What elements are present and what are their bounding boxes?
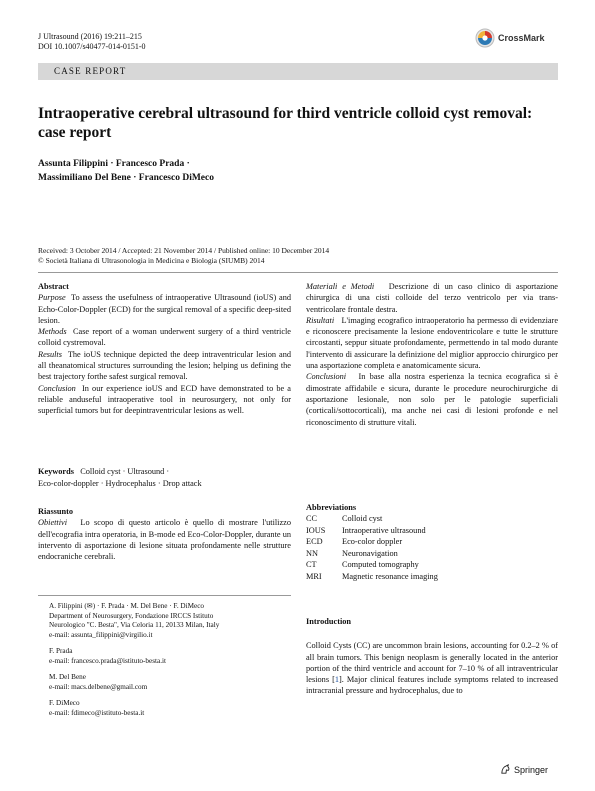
- riassunto-section: [38, 506, 291, 562]
- affiliation-dimeco-email: e-mail: fdimeco@istituto-besta.it: [49, 708, 145, 717]
- received-accepted-dates: Received: 3 October 2014 / Accepted: 21 November 2014 / Published online: 10 December 2014: [38, 246, 330, 255]
- affiliation-delbene-email: e-mail: macs.delbene@gmail.com: [49, 682, 148, 691]
- metodi-text: Descrizione di un caso clinico di asportazione chirurgica di una cisti colloide del terzo ventricolo per via trans-ventricolare frontale destra.: [306, 282, 558, 314]
- affiliation-email-filippini: e-mail: assunta_filippini@virgilio.it: [49, 630, 153, 639]
- riassunto-obiettivi: [38, 517, 291, 562]
- authors-line-1: Assunta Filippini · Francesco Prada ·: [38, 159, 190, 169]
- results-label: Results: [38, 349, 62, 359]
- affiliation-prada-email: e-mail: francesco.prada@istituto-besta.it: [49, 656, 166, 665]
- purpose-label: Purpose: [38, 293, 66, 303]
- abbreviation-key: ECD: [306, 537, 323, 547]
- publication-dates: [38, 246, 329, 266]
- abbreviation-definition: Magnetic resonance imaging: [342, 571, 438, 581]
- abstract-purpose: [38, 292, 291, 326]
- affiliation-dimeco-name: F. DiMeco: [49, 699, 80, 707]
- abbreviation-key: NN: [306, 548, 318, 558]
- authors-line-2: Massimiliano Del Bene · Francesco DiMeco: [38, 173, 214, 183]
- conclusion-label: Conclusion: [38, 383, 76, 393]
- abbreviations-table: [306, 513, 438, 582]
- abstract-section: [38, 281, 291, 417]
- abbreviation-definition: Intraoperative ultrasound: [342, 525, 426, 535]
- riassunto-metodi: [306, 281, 558, 315]
- riassunto-heading: Riassunto: [38, 507, 74, 516]
- abbreviation-key: CT: [306, 560, 317, 570]
- doi: DOI 10.1007/s40477-014-0151-0: [38, 42, 146, 51]
- obiettivi-label: Obiettivi: [38, 518, 68, 528]
- risultati-label: Risultati: [306, 315, 335, 325]
- abbreviation-row: [306, 536, 438, 548]
- abbreviation-key: IOUS: [306, 525, 326, 535]
- introduction-section: [306, 616, 558, 697]
- copyright-line: © Società Italiana di Ultrasonologia in Medicina e Biologia (SIUMB) 2014: [38, 256, 265, 265]
- affiliations: [49, 602, 291, 718]
- journal-header: [38, 32, 146, 52]
- introduction-text-1: Colloid Cysts (CC) are uncommon brain lesions, accounting for 0.2–2 % of all brain tumors. This benign neoplasm is generally located in the anterior portion of the third ventricle and account for 7–10 % of all intraventricular lesions [: [306, 641, 558, 685]
- methods-text: Case report of a woman underwent surgery of a third ventricle colloid cystremoval.: [38, 327, 291, 348]
- springer-horse-icon: [500, 764, 511, 775]
- abbreviations-heading: Abbreviations: [306, 503, 357, 512]
- conclusioni-label: Conclusioni: [306, 372, 347, 382]
- abbreviation-row: [306, 525, 438, 537]
- purpose-text: To assess the usefulness of intraoperative Ultrasound (ioUS) and Echo-Color-Doppler (ECD) for the surgical removal of a specific deep-sited lesion.: [38, 293, 291, 325]
- abbreviation-definition: Eco-color doppler: [342, 537, 403, 547]
- riassunto-continued: [306, 281, 558, 428]
- affiliation-address: Neurologico "C. Besta", Via Celoria 11, 20133 Milan, Italy: [49, 621, 220, 629]
- introduction-text-2: ]. Major clinical features include symptoms related to increased intracranial pressure and hydrocephalus, due to: [306, 675, 559, 696]
- article-type-bar: [38, 63, 558, 80]
- abstract-results: [38, 349, 291, 383]
- metodi-label: Materiali e Metodi: [306, 282, 375, 291]
- affiliation-authors: A. Filippini (✉) · F. Prada · M. Del Bene · F. DiMeco: [49, 602, 204, 610]
- abstract-heading: Abstract: [38, 282, 69, 291]
- abbreviation-row: [306, 559, 438, 571]
- abbreviation-key: MRI: [306, 571, 322, 581]
- header-divider: [38, 272, 558, 273]
- affiliation-delbene-name: M. Del Bene: [49, 673, 86, 681]
- journal-citation: J Ultrasound (2016) 19:211–215: [38, 32, 142, 41]
- footnote-divider: [38, 595, 291, 596]
- crossmark-label: CrossMark: [498, 33, 545, 43]
- abbreviation-definition: Neuronavigation: [342, 548, 398, 558]
- risultati-text: L'imaging ecografico intraoperatorio ha permesso di evidenziare e riconoscere precisamente la lesione endoventricolare e tutte le strutture circostanti, seppur situate profondamente, permettendo in tal modo durante l'intervento di assicurare la definizione del miglior approccio chirurgico per una asportazione completa e anatomicamente sicura.: [306, 315, 558, 371]
- obiettivi-text: Lo scopo di questo articolo è quello di mostrare l'utilizzo dell'ecografia intra operatoria, in B-mode ed Eco-Color-Doppler, durante un intervento di asportazione di lesione situata profondamente nelle strutture endocraniche cerebrali.: [38, 518, 291, 562]
- crossmark-badge[interactable]: [475, 28, 545, 48]
- crossmark-icon: [475, 28, 495, 48]
- abbreviation-row: [306, 513, 438, 525]
- author-list: [38, 157, 214, 185]
- keywords-line-2: Eco-color-doppler · Hydrocephalus · Drop attack: [38, 478, 202, 488]
- abbreviation-key: CC: [306, 514, 318, 524]
- affiliation-department: Department of Neurosurgery, Fondazione IRCCS Istituto: [49, 611, 214, 620]
- abbreviation-row: [306, 571, 438, 583]
- article-title: Intraoperative cerebral ultrasound for third ventricle colloid cyst removal: case report: [38, 105, 533, 141]
- publisher-label: Springer: [514, 764, 549, 775]
- keywords-line-1: Colloid cyst · Ultrasound ·: [80, 467, 170, 476]
- conclusion-text: In our experience ioUS and ECD have demonstrated to be a reliable anduseful intraoperative tool in neurosurgery, not only for superficial tumors but for deepintraventricular lesions as well.: [38, 383, 291, 416]
- introduction-paragraph: [306, 640, 558, 696]
- article-type-label: CASE REPORT: [54, 66, 127, 76]
- affiliation-prada-name: F. Prada: [49, 647, 73, 655]
- abbreviation-definition: Colloid cyst: [342, 514, 383, 524]
- citation-link-1[interactable]: 1: [334, 675, 340, 685]
- keywords-heading: Keywords: [38, 467, 74, 476]
- abbreviations-section: [306, 502, 558, 582]
- riassunto-risultati: [306, 315, 558, 371]
- abbreviation-row: [306, 548, 438, 560]
- riassunto-conclusioni: [306, 371, 558, 427]
- conclusioni-text: In base alla nostra esperienza la tecnica ecografica si è dimostrate affidabile e sicura, durante le procedure neurochirurgiche di asportazione lesionale, non solo per le patologie superficiali (corticali/sottocorticali), ma anche nei casi di lesioni profonde e nel riconoscimento di strutture vitali.: [306, 372, 558, 427]
- methods-label: Methods: [38, 327, 67, 337]
- introduction-heading: Introduction: [306, 617, 352, 626]
- publisher-logo: [500, 764, 548, 775]
- abstract-methods: [38, 326, 291, 349]
- abbreviation-definition: Computed tomography: [342, 560, 419, 570]
- keywords-section: [38, 466, 291, 489]
- abstract-conclusion: [38, 383, 291, 417]
- results-text: The ioUS technique depicted the deep intraventricular lesion and all theanatomical structures surrounding the lesion; helping us defining the best trajectory forthe safest surgical removal.: [38, 349, 291, 382]
